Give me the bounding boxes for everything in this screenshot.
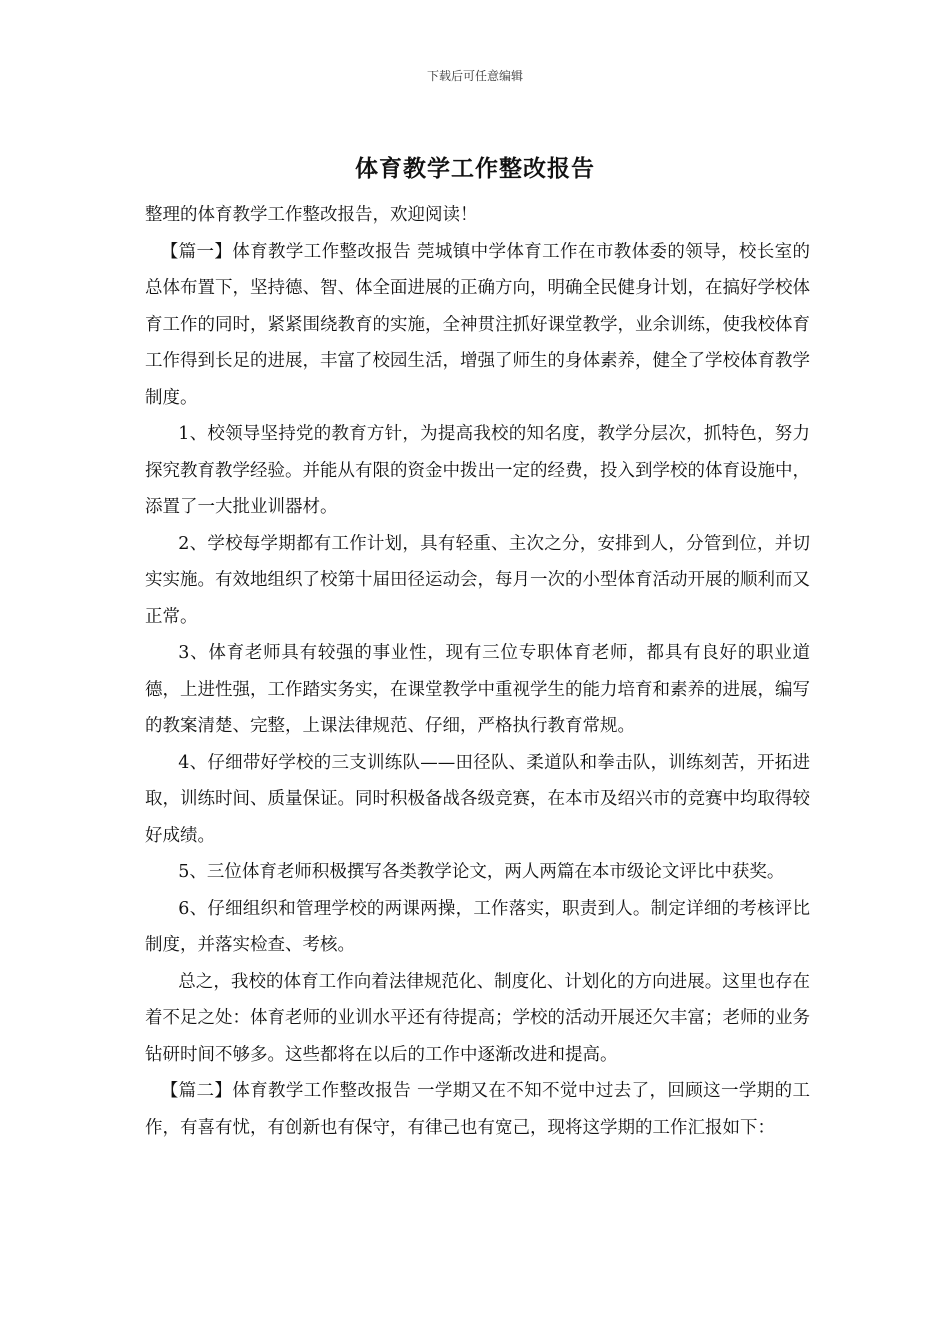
paragraph-item-6: 6、仔细组织和管理学校的两课两操，工作落实，职责到人。制定详细的考核评比制度，并落实检查、考核。	[145, 898, 810, 955]
paragraph-item-1: 1、校领导坚持党的教育方针，为提高我校的知名度，教学分层次，抓特色，努力探究教育教学经验。并能从有限的资金中拨出一定的经费，投入到学校的体育设施中，添置了一大批业训器材。	[145, 424, 810, 517]
document-title: 体育教学工作整改报告	[355, 156, 595, 182]
paragraph-part-one: 【篇一】体育教学工作整改报告 莞城镇中学体育工作在市教体委的领导，校长室的总体布置下，坚持德、智、体全面进展的正确方向，明确全民健身计划，在搞好学校体育工作的同时，紧紧围绕教育的实施，全神贯注抓好课堂教学，业余训练，使我校体育工作得到长足的进展，丰富了校园生活，增强了师生的身体素养，健全了学校体育教学制度。	[145, 241, 810, 408]
paragraph-item-5: 5、三位体育老师积极撰写各类教学论文，两人两篇在本市级论文评比中获奖。	[178, 862, 785, 882]
paragraph-part-two: 【篇二】体育教学工作整改报告 一学期又在不知不觉中过去了，回顾这一学期的工作，有喜有忧，有创新也有保守，有律己也有宽己，现将这学期的工作汇报如下：	[145, 1081, 810, 1138]
paragraph-summary: 总之，我校的体育工作向着法律规范化、制度化、计划化的方向进展。这里也存在着不足之处：体育老师的业训水平还有待提高；学校的活动开展还欠丰富；老师的业务钻研时间不够多。这些都将在以后的工作中逐渐改进和提高。	[145, 971, 810, 1065]
document-body	[145, 197, 810, 1146]
page-header-note: 下载后可任意编辑	[426, 69, 523, 83]
intro-paragraph: 整理的体育教学工作整改报告，欢迎阅读！	[145, 205, 478, 225]
paragraph-item-4: 4、仔细带好学校的三支训练队——田径队、柔道队和拳击队，训练刻苦，开拓进取，训练时间、质量保证。同时积极备战各级竞赛，在本市及绍兴市的竞赛中均取得较好成绩。	[145, 752, 810, 846]
paragraph-item-3: 3、体育老师具有较强的事业性，现有三位专职体育老师，都具有良好的职业道德，上进性强，工作踏实务实，在课堂教学中重视学生的能力培育和素养的进展，编写的教案清楚、完整，上课法律规范、仔细，严格执行教育常规。	[145, 643, 810, 736]
paragraph-item-2: 2、学校每学期都有工作计划，具有轻重、主次之分，安排到人，分管到位，并切实实施。有效地组织了校第十届田径运动会，每月一次的小型体育活动开展的顺利而又正常。	[145, 533, 810, 627]
